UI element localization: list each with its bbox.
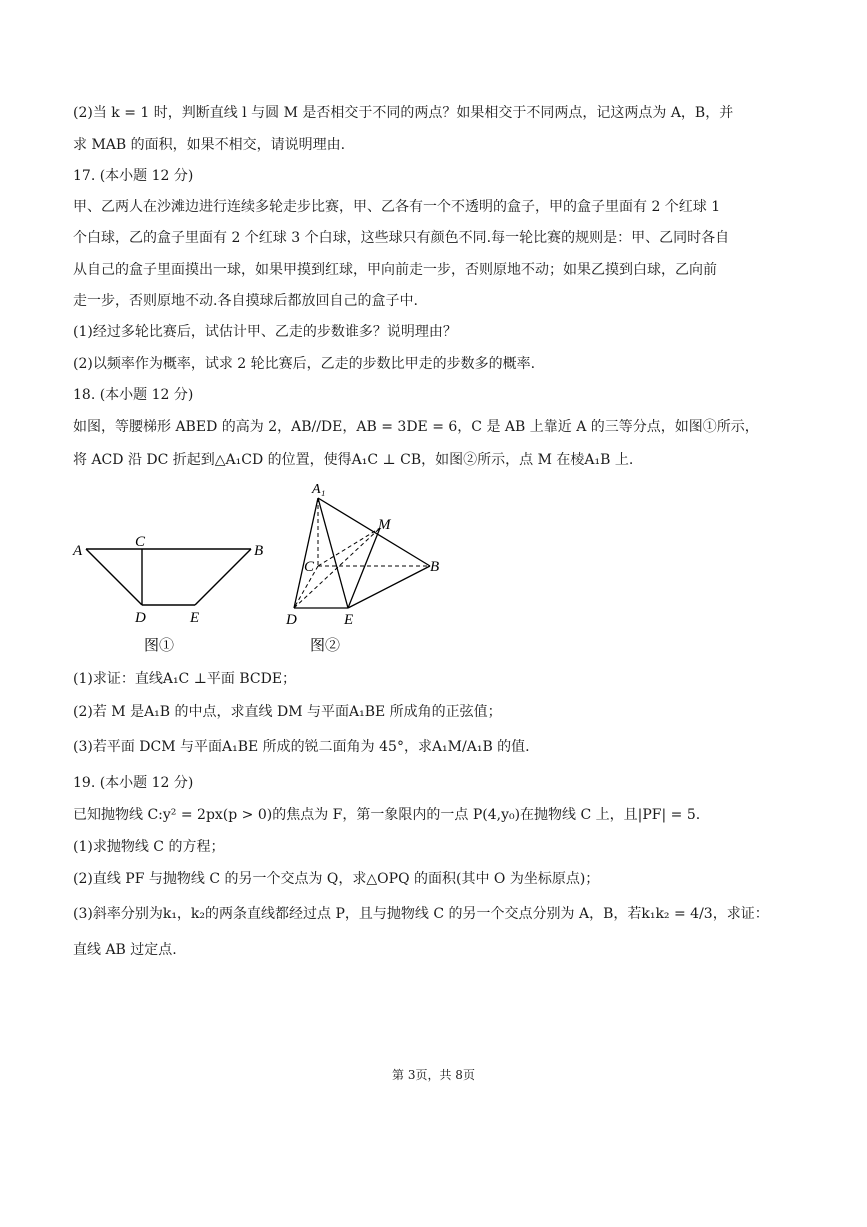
page-footer: 第 3页，共 8页 bbox=[392, 1068, 475, 1082]
text-line-18: (1)求抛物线 C 的方程； bbox=[73, 839, 225, 855]
text-line-8: (1)经过多轮比赛后，试估计甲、乙走的步数谁多？说明理由？ bbox=[73, 324, 457, 340]
fig2-label-d: D bbox=[286, 612, 297, 628]
fig2-label-a1: A₁ bbox=[312, 482, 326, 497]
text-line-9: (2)以频率作为概率，试求 2 轮比赛后，乙走的步数比甲走的步数多的概率. bbox=[73, 356, 536, 372]
fig1-label-b: B bbox=[254, 543, 264, 559]
fig2-label-c: C bbox=[304, 559, 315, 575]
fig1-label-a: A bbox=[73, 543, 83, 559]
figure-2-pyramid bbox=[280, 478, 455, 658]
text-line-15: (3)若平面 DCM 与平面A₁BE 所成的锐二面角为 45°，求A₁M/A₁B 的值. bbox=[73, 739, 530, 755]
text-line-17: 已知抛物线 C:y² = 2px(p > 0)的焦点为 F，第一象限内的一点 P(4,y₀)在抛物线 C 上，且|PF| = 5. bbox=[73, 807, 701, 823]
text-line-2: 求 MAB 的面积，如果不相交，请说明理由. bbox=[73, 137, 346, 153]
fig2-caption: 图② bbox=[310, 638, 341, 654]
fig1-caption: 图① bbox=[144, 638, 175, 654]
text-line-11: 如图，等腰梯形 ABED 的高为 2，AB//DE，AB = 3DE = 6，C 是 AB 上靠近 A 的三等分点，如图①所示， bbox=[73, 419, 759, 435]
fig1-label-d: D bbox=[135, 610, 146, 626]
text-line-13: (1)求证：直线A₁C ⊥平面 BCDE； bbox=[73, 671, 297, 687]
fig1-label-c: C bbox=[135, 534, 146, 550]
figure-1-trapezoid bbox=[70, 528, 270, 658]
text-line-19: (2)直线 PF 与抛物线 C 的另一个交点为 Q，求△OPQ 的面积(其中 O 为坐标原点)； bbox=[73, 871, 600, 887]
text-line-21: 直线 AB 过定点. bbox=[73, 942, 177, 958]
problem-17-heading: 17. (本小题 12 分) bbox=[73, 168, 194, 184]
text-line-14: (2)若 M 是A₁B 的中点，求直线 DM 与平面A₁BE 所成角的正弦值； bbox=[73, 704, 502, 720]
text-line-1: (2)当 k = 1 时，判断直线 l 与圆 M 是否相交于不同的两点？如果相交于不同两点，记这两点为 A，B，并 bbox=[73, 105, 734, 121]
text-line-6: 从自己的盒子里面摸出一球，如果甲摸到红球，甲向前走一步，否则原地不动；如果乙摸到白球，乙向前 bbox=[73, 262, 717, 278]
fig2-label-b: B bbox=[430, 559, 440, 575]
text-line-5: 个白球，乙的盒子里面有 2 个红球 3 个白球，这些球只有颜色不同.每一轮比赛的规则是：甲、乙同时各自 bbox=[73, 230, 730, 246]
fig2-label-m: M bbox=[378, 517, 391, 533]
text-line-7: 走一步，否则原地不动.各自摸球后都放回自己的盒子中. bbox=[73, 293, 418, 309]
fig2-label-e: E bbox=[344, 612, 354, 628]
text-line-4: 甲、乙两人在沙滩边进行连续多轮走步比赛，甲、乙各有一个不透明的盒子，甲的盒子里面有 2 个红球 1 bbox=[73, 199, 721, 215]
problem-18-heading: 18. (本小题 12 分) bbox=[73, 387, 194, 403]
problem-19-heading: 19. (本小题 12 分) bbox=[73, 775, 194, 791]
text-line-20: (3)斜率分别为k₁，k₂的两条直线都经过点 P，且与抛物线 C 的另一个交点分别为 A，B，若k₁k₂ = 4/3，求证： bbox=[73, 906, 769, 922]
fig1-label-e: E bbox=[190, 610, 200, 626]
text-line-12: 将 ACD 沿 DC 折起到△A₁CD 的位置，使得A₁C ⊥ CB，如图②所示，点 M 在棱A₁B 上. bbox=[73, 452, 634, 468]
